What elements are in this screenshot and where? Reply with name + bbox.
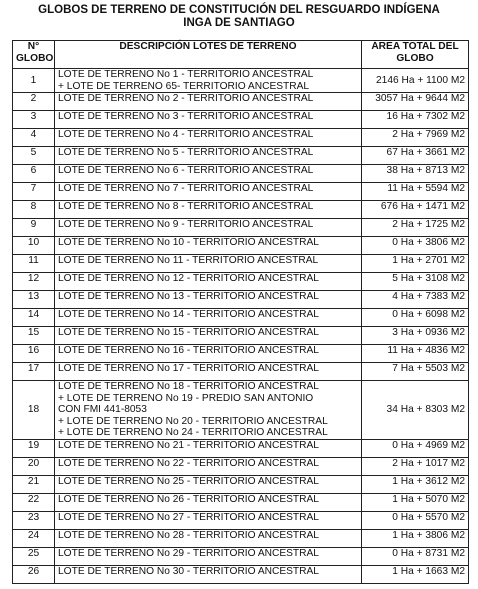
table-row bbox=[13, 183, 469, 201]
description-line: LOTE DE TERRENO No 9 - TERRITORIO ANCESTRAL bbox=[58, 219, 314, 230]
total-area: 2 Ha + 7969 M2 bbox=[362, 129, 469, 147]
lot-description bbox=[55, 475, 362, 493]
globo-number: 12 bbox=[13, 273, 55, 291]
description-line: CON FMI 441-8053 bbox=[58, 404, 147, 415]
description-line: LOTE DE TERRENO No 13 - TERRITORIO ANCESTRAL bbox=[58, 291, 319, 302]
globo-number: 17 bbox=[13, 363, 55, 381]
total-area: 0 Ha + 8731 M2 bbox=[362, 547, 469, 565]
table-row bbox=[13, 511, 469, 529]
table-header-row bbox=[13, 41, 469, 69]
globo-number: 6 bbox=[13, 165, 55, 183]
total-area: 38 Ha + 8713 M2 bbox=[362, 165, 469, 183]
globos-table bbox=[12, 40, 469, 584]
lot-description bbox=[55, 529, 362, 547]
table-row bbox=[13, 291, 469, 309]
total-area: 5 Ha + 3108 M2 bbox=[362, 273, 469, 291]
table-row bbox=[13, 439, 469, 457]
table-row bbox=[13, 237, 469, 255]
description-line: LOTE DE TERRENO No 2 - TERRITORIO ANCESTRAL bbox=[58, 93, 314, 104]
total-area: 676 Ha + 1471 M2 bbox=[362, 201, 469, 219]
total-area: 1 Ha + 5070 M2 bbox=[362, 493, 469, 511]
globo-number: 10 bbox=[13, 237, 55, 255]
lot-description bbox=[55, 381, 362, 440]
description-line: LOTE DE TERRENO No 25 - TERRITORIO ANCESTRAL bbox=[58, 475, 319, 487]
globo-number: 9 bbox=[13, 219, 55, 237]
total-area: 11 Ha + 5594 M2 bbox=[362, 183, 469, 201]
total-area: 34 Ha + 8303 M2 bbox=[362, 381, 469, 440]
header-area-line: GLOBO bbox=[396, 52, 434, 64]
table-row bbox=[13, 493, 469, 511]
total-area: 1 Ha + 2701 M2 bbox=[362, 255, 469, 273]
document-title bbox=[0, 4, 478, 30]
description-line: LOTE DE TERRENO No 26 - TERRITORIO ANCESTRAL bbox=[58, 493, 319, 505]
lot-description bbox=[55, 291, 362, 309]
globo-number: 4 bbox=[13, 129, 55, 147]
globo-number: 18 bbox=[13, 381, 55, 440]
globo-number: 25 bbox=[13, 547, 55, 565]
title-line-2: INGA DE SANTIAGO bbox=[183, 17, 295, 29]
total-area: 3 Ha + 0936 M2 bbox=[362, 327, 469, 345]
lot-description bbox=[55, 439, 362, 457]
globo-number: 11 bbox=[13, 255, 55, 273]
table-row bbox=[13, 475, 469, 493]
lot-description bbox=[55, 201, 362, 219]
header-number bbox=[13, 41, 55, 69]
table-row bbox=[13, 165, 469, 183]
total-area: 0 Ha + 5570 M2 bbox=[362, 511, 469, 529]
lot-description bbox=[55, 547, 362, 565]
description-line: + LOTE DE TERRENO No 24 - TERRITORIO ANCESTRAL bbox=[58, 427, 328, 438]
lot-description bbox=[55, 457, 362, 475]
lot-description bbox=[55, 165, 362, 183]
lot-description bbox=[55, 309, 362, 327]
lot-description bbox=[55, 327, 362, 345]
description-line: LOTE DE TERRENO No 16 - TERRITORIO ANCESTRAL bbox=[58, 345, 319, 356]
lot-description bbox=[55, 93, 362, 111]
description-line: LOTE DE TERRENO No 21 - TERRITORIO ANCESTRAL bbox=[58, 439, 319, 451]
total-area: 1 Ha + 1663 M2 bbox=[362, 565, 469, 583]
globo-number: 22 bbox=[13, 493, 55, 511]
lot-description bbox=[55, 565, 362, 583]
table-row bbox=[13, 129, 469, 147]
total-area: 0 Ha + 6098 M2 bbox=[362, 309, 469, 327]
table-row bbox=[13, 255, 469, 273]
table-row bbox=[13, 273, 469, 291]
table-row bbox=[13, 529, 469, 547]
description-line: + LOTE DE TERRENO No 19 - PREDIO SAN ANTONIO bbox=[58, 392, 314, 404]
table-row bbox=[13, 363, 469, 381]
globo-number: 3 bbox=[13, 111, 55, 129]
globo-number: 16 bbox=[13, 345, 55, 363]
total-area: 11 Ha + 4836 M2 bbox=[362, 345, 469, 363]
title-line-1: GLOBOS DE TERRENO DE CONSTITUCIÓN DEL RESGUARDO INDÍGENA bbox=[38, 4, 440, 16]
globo-number: 14 bbox=[13, 309, 55, 327]
total-area: 2 Ha + 1725 M2 bbox=[362, 219, 469, 237]
table-row bbox=[13, 565, 469, 583]
globo-number: 8 bbox=[13, 201, 55, 219]
lot-description bbox=[55, 69, 362, 93]
table-row bbox=[13, 547, 469, 565]
lot-description bbox=[55, 511, 362, 529]
table-row bbox=[13, 381, 469, 440]
description-line: LOTE DE TERRENO No 22 - TERRITORIO ANCESTRAL bbox=[58, 457, 319, 469]
header-number-line: N° bbox=[27, 41, 40, 52]
description-line: LOTE DE TERRENO No 5 - TERRITORIO ANCESTRAL bbox=[58, 147, 314, 158]
description-line: LOTE DE TERRENO No 11 - TERRITORIO ANCESTRAL bbox=[58, 255, 319, 266]
description-line: LOTE DE TERRENO No 17 - TERRITORIO ANCESTRAL bbox=[58, 363, 319, 374]
lot-description bbox=[55, 255, 362, 273]
table-row bbox=[13, 327, 469, 345]
globo-number: 24 bbox=[13, 529, 55, 547]
description-line: LOTE DE TERRENO No 14 - TERRITORIO ANCESTRAL bbox=[58, 309, 319, 320]
total-area: 2 Ha + 1017 M2 bbox=[362, 457, 469, 475]
globo-number: 23 bbox=[13, 511, 55, 529]
lot-description bbox=[55, 345, 362, 363]
table-row bbox=[13, 309, 469, 327]
header-area-line: ÁREA TOTAL DEL bbox=[371, 41, 459, 52]
globo-number: 1 bbox=[13, 69, 55, 93]
description-line: LOTE DE TERRENO No 12 - TERRITORIO ANCESTRAL bbox=[58, 273, 319, 284]
total-area: 3057 Ha + 9644 M2 bbox=[362, 93, 469, 111]
total-area: 67 Ha + 3661 M2 bbox=[362, 147, 469, 165]
globo-number: 20 bbox=[13, 457, 55, 475]
description-line: LOTE DE TERRENO No 28 - TERRITORIO ANCESTRAL bbox=[58, 529, 319, 541]
globo-number: 7 bbox=[13, 183, 55, 201]
description-line: LOTE DE TERRENO No 6 - TERRITORIO ANCESTRAL bbox=[58, 165, 314, 176]
total-area: 7 Ha + 5503 M2 bbox=[362, 363, 469, 381]
lot-description bbox=[55, 219, 362, 237]
description-line: LOTE DE TERRENO No 4 - TERRITORIO ANCESTRAL bbox=[58, 129, 314, 140]
description-line: LOTE DE TERRENO No 18 - TERRITORIO ANCESTRAL bbox=[58, 381, 319, 392]
table-row bbox=[13, 219, 469, 237]
table-row bbox=[13, 201, 469, 219]
globo-number: 19 bbox=[13, 439, 55, 457]
table-row bbox=[13, 147, 469, 165]
total-area: 0 Ha + 3806 M2 bbox=[362, 237, 469, 255]
lot-description bbox=[55, 111, 362, 129]
header-description: DESCRIPCIÓN LOTES DE TERRENO bbox=[55, 41, 362, 69]
lot-description bbox=[55, 147, 362, 165]
total-area: 1 Ha + 3806 M2 bbox=[362, 529, 469, 547]
description-line: LOTE DE TERRENO No 30 - TERRITORIO ANCESTRAL bbox=[58, 565, 319, 577]
total-area: 0 Ha + 4969 M2 bbox=[362, 439, 469, 457]
table-row bbox=[13, 93, 469, 111]
total-area: 2146 Ha + 1100 M2 bbox=[362, 69, 469, 93]
lot-description bbox=[55, 237, 362, 255]
lot-description bbox=[55, 273, 362, 291]
description-line: + LOTE DE TERRENO No 20 - TERRITORIO ANCESTRAL bbox=[58, 415, 328, 427]
header-area bbox=[362, 41, 469, 69]
description-line: + LOTE DE TERRENO 65- TERRITORIO ANCESTRAL bbox=[58, 80, 310, 92]
table-row bbox=[13, 69, 469, 93]
total-area: 1 Ha + 3612 M2 bbox=[362, 475, 469, 493]
description-line: LOTE DE TERRENO No 29 - TERRITORIO ANCESTRAL bbox=[58, 547, 319, 559]
globo-number: 2 bbox=[13, 93, 55, 111]
description-line: LOTE DE TERRENO No 7 - TERRITORIO ANCESTRAL bbox=[58, 183, 314, 194]
globo-number: 15 bbox=[13, 327, 55, 345]
table-row bbox=[13, 345, 469, 363]
description-line: LOTE DE TERRENO No 15 - TERRITORIO ANCESTRAL bbox=[58, 327, 319, 338]
lot-description bbox=[55, 363, 362, 381]
description-line: LOTE DE TERRENO No 1 - TERRITORIO ANCESTRAL bbox=[58, 69, 314, 80]
description-line: LOTE DE TERRENO No 10 - TERRITORIO ANCESTRAL bbox=[58, 237, 319, 248]
table-row bbox=[13, 457, 469, 475]
total-area: 16 Ha + 7302 M2 bbox=[362, 111, 469, 129]
globo-number: 26 bbox=[13, 565, 55, 583]
globo-number: 5 bbox=[13, 147, 55, 165]
lot-description bbox=[55, 493, 362, 511]
description-line: LOTE DE TERRENO No 8 - TERRITORIO ANCESTRAL bbox=[58, 201, 314, 212]
lot-description bbox=[55, 183, 362, 201]
globo-number: 13 bbox=[13, 291, 55, 309]
table-row bbox=[13, 111, 469, 129]
globo-number: 21 bbox=[13, 475, 55, 493]
total-area: 4 Ha + 7383 M2 bbox=[362, 291, 469, 309]
description-line: LOTE DE TERRENO No 3 - TERRITORIO ANCESTRAL bbox=[58, 111, 314, 122]
description-line: LOTE DE TERRENO No 27 - TERRITORIO ANCESTRAL bbox=[58, 511, 319, 523]
lot-description bbox=[55, 129, 362, 147]
header-number-line: GLOBO bbox=[16, 52, 54, 64]
